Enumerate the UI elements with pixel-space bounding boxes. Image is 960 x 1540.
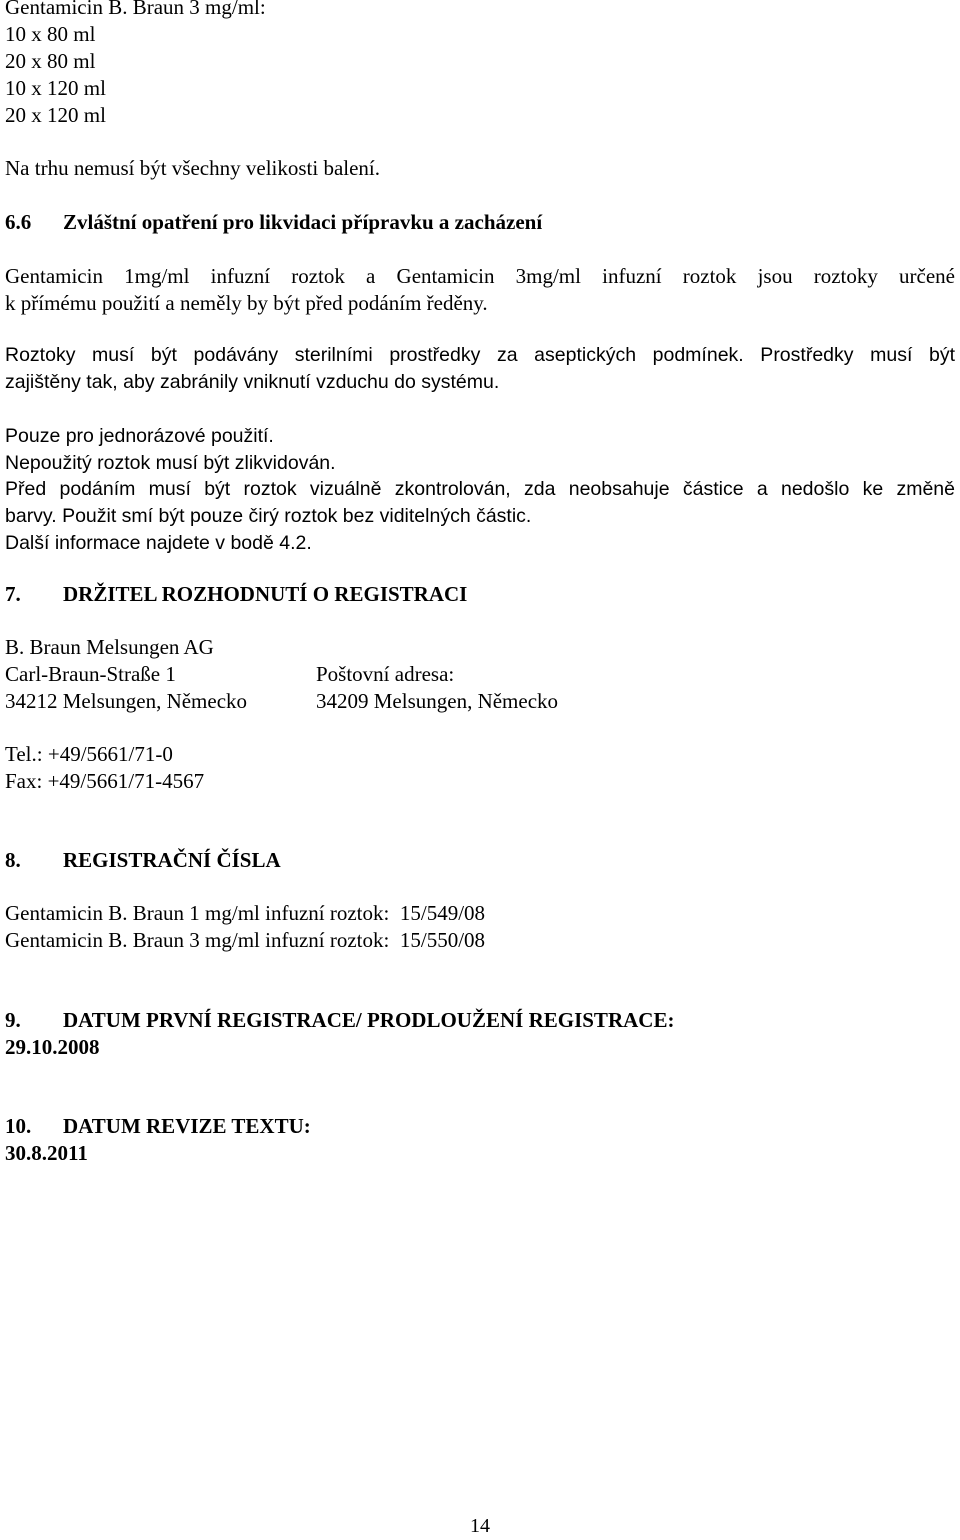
section-number: 7. (5, 582, 21, 606)
registration-numbers (5, 900, 955, 954)
section-6-6-paragraph-1: Gentamicin 1mg/ml infuzní roztok a Gentamicin 3mg/ml infuzní roztok jsou roztoky určené k přímému použití a neměly by být před podáním ředěny. (5, 264, 955, 315)
section-number: 9. (5, 1008, 21, 1032)
registration-number: 15/549/08 (399, 901, 486, 925)
pack-size-item: 20 x 120 ml (5, 103, 106, 127)
company-city: 34212 Melsungen, Německo (5, 689, 248, 713)
section-title: DRŽITEL ROZHODNUTÍ O REGISTRACI (63, 582, 468, 606)
section-6-6-heading (5, 209, 955, 236)
pack-sizes-title: Gentamicin B. Braun 3 mg/ml: (5, 0, 266, 19)
section-number: 8. (5, 848, 21, 872)
section-6-6-paragraph-2: Roztoky musí být podávány sterilními prostředky za aseptických podmínek. Prostředky musí být zajištěny tak, aby zabránily vniknutí vzduchu do systému. (5, 344, 955, 393)
registration-number: 15/550/08 (399, 928, 486, 952)
registration-row: Gentamicin B. Braun 1 mg/ml infuzní roztok: 15/549/08 (5, 901, 486, 925)
company-street: Carl-Braun-Straße 1 (5, 662, 176, 686)
holder-address (5, 634, 955, 715)
pack-size-item: 10 x 120 ml (5, 76, 106, 100)
telephone: Tel.: +49/5661/71-0 (5, 742, 173, 766)
pack-size-item: 20 x 80 ml (5, 49, 96, 73)
section-title: Zvláštní opatření pro likvidaci přípravku a zacházení (63, 210, 543, 234)
fax: Fax: +49/5661/71-4567 (5, 769, 205, 793)
section-8-heading (5, 847, 955, 874)
section-title: DATUM PRVNÍ REGISTRACE/ PRODLOUŽENÍ REGISTRACE: (63, 1008, 675, 1032)
section-number: 10. (5, 1114, 32, 1138)
section-title: DATUM REVIZE TEXTU: (63, 1114, 311, 1138)
section-9 (5, 1007, 955, 1061)
section-7-heading (5, 581, 955, 608)
section-6-6-paragraph-3: Pouze pro jednorázové použití. Nepoužitý roztok musí být zlikvidován. (5, 425, 336, 474)
section-10 (5, 1113, 955, 1167)
section-number: 6.6 (5, 210, 32, 234)
company-name: B. Braun Melsungen AG (5, 635, 214, 659)
postal-address-city: 34209 Melsungen, Německo (316, 689, 559, 713)
first-registration-date: 29.10.2008 (5, 1035, 100, 1059)
section-title: REGISTRAČNÍ ČÍSLA (63, 848, 281, 872)
section-6-6-paragraph-4: Před podáním musí být roztok vizuálně zkontrolován, zda neobsahuje částice a nedošlo ke změně barvy. Použit smí být pouze čirý roztok bez viditelných částic. Další informace najdete v bodě 4.2. (5, 478, 955, 554)
pack-sizes (5, 0, 955, 129)
revision-date: 30.8.2011 (5, 1141, 88, 1165)
holder-contacts (5, 741, 955, 795)
pack-size-item: 10 x 80 ml (5, 22, 96, 46)
pack-sizes-note: Na trhu nemusí být všechny velikosti balení. (5, 156, 381, 180)
registration-row: Gentamicin B. Braun 3 mg/ml infuzní roztok: 15/550/08 (5, 928, 486, 952)
page-number: 14 (470, 1515, 490, 1537)
postal-address-label: Poštovní adresa: (316, 662, 455, 686)
